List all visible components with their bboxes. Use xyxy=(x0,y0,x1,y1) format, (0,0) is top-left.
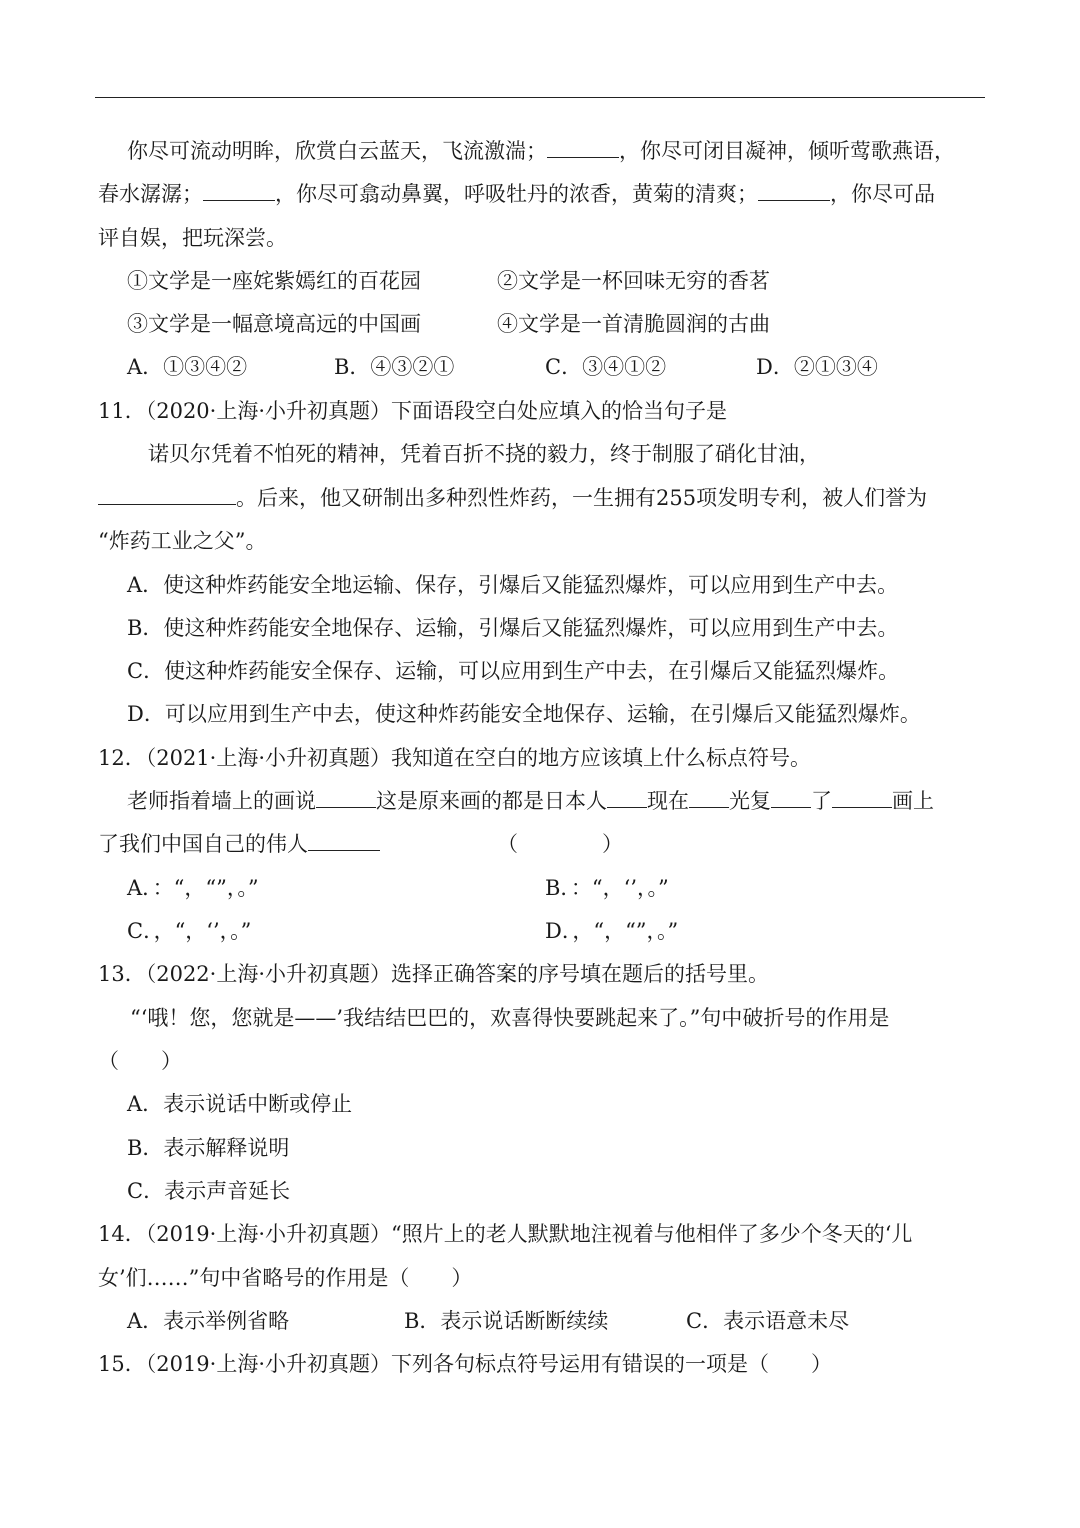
q10-paragraph-line-3: 评自娱，把玩深尝。 xyxy=(98,226,287,250)
q13-stem: 13．（2022·上海·小升初真题）选择正确答案的序号填在题后的括号里。 xyxy=(98,962,770,986)
q10-item-1: ①文学是一座姹紫嫣红的百花园 xyxy=(127,269,421,293)
q10-paragraph-line-2: 春水潺潺； ，你尽可翕动鼻翼，呼吸牡丹的浓香，黄菊的清爽； ，你尽可品 xyxy=(98,182,935,206)
q12-stem: 12．（2021·上海·小升初真题）我知道在空白的地方应该填上什么标点符号。 xyxy=(98,746,812,770)
q12-sentence-line-2: 了我们中国自己的伟人 xyxy=(98,830,380,858)
q14-stem-line-2: 女’们……”句中省略号的作用是（ ） xyxy=(98,1266,473,1290)
q11-paragraph-line-2: 。后来，他又研制出多种烈性炸药，一生拥有255项发明专利，被人们誉为 xyxy=(98,484,927,512)
q11-paragraph-line-1: 诺贝尔凭着不怕死的精神，凭着百折不挠的毅力，终于制服了硝化甘油， xyxy=(148,442,820,466)
q13-sentence-line-1: “‘哦！您，您就是——’我结结巴巴的，欢喜得快要跳起来了。”句中破折号的作用是 xyxy=(130,1006,890,1030)
q14-stem-line-1: 14．（2019·上海·小升初真题）“照片上的老人默默地注视着与他相伴了多少个冬天的‘儿 xyxy=(98,1222,913,1246)
q12-option-c[interactable]: C．，“，‘’，。” xyxy=(127,919,252,943)
fill-blank[interactable] xyxy=(689,788,729,808)
q12-option-a[interactable]: A．：“，“”，。” xyxy=(127,876,259,900)
fill-blank[interactable] xyxy=(607,788,647,808)
q11-paragraph-line-3: “炸药工业之父”。 xyxy=(98,529,267,553)
fill-blank[interactable] xyxy=(98,485,236,505)
header-rule xyxy=(95,97,985,98)
q10-item-2: ②文学是一杯回味无穷的香茗 xyxy=(497,269,770,293)
q13-option-a[interactable]: A．表示说话中断或停止 xyxy=(127,1092,353,1116)
fill-blank[interactable] xyxy=(771,788,811,808)
fill-blank[interactable] xyxy=(308,831,380,851)
q14-option-a[interactable]: A．表示举例省略 xyxy=(127,1309,290,1333)
q10-paragraph-line-1: 你尽可流动明眸，欣赏白云蓝天，飞流激湍； ，你尽可闭目凝神，倾听莺歌燕语， xyxy=(127,139,955,163)
fill-blank[interactable] xyxy=(547,138,619,158)
q11-option-c[interactable]: C．使这种炸药能安全保存、运输，可以应用到生产中去，在引爆后又能猛烈爆炸。 xyxy=(127,659,900,683)
fill-blank[interactable] xyxy=(758,181,830,201)
q10-option-a[interactable]: A．①③④② xyxy=(127,355,248,379)
q13-answer-paren[interactable]: （ ） xyxy=(98,1049,182,1073)
q13-option-b[interactable]: B．表示解释说明 xyxy=(127,1136,290,1160)
q10-item-4: ④文学是一首清脆圆润的古曲 xyxy=(497,312,770,336)
q11-stem: 11．（2020·上海·小升初真题）下面语段空白处应填入的恰当句子是 xyxy=(98,399,728,423)
q12-sentence-line-1: 老师指着墙上的画说 这是原来画的都是日本人 现在 光复 了 画上 xyxy=(127,789,934,813)
q11-option-d[interactable]: D．可以应用到生产中去，使这种炸药能安全地保存、运输，在引爆后又能猛烈爆炸。 xyxy=(127,702,921,726)
q14-option-b[interactable]: B．表示说话断断续续 xyxy=(404,1309,609,1333)
q12-option-d[interactable]: D．，“，“”，。” xyxy=(545,919,679,943)
q10-option-d[interactable]: D．②①③④ xyxy=(756,355,878,379)
q12-option-b[interactable]: B．：“，‘’，。” xyxy=(545,876,669,900)
fill-blank[interactable] xyxy=(203,181,275,201)
q14-option-c[interactable]: C．表示语意未尽 xyxy=(686,1309,850,1333)
fill-blank[interactable] xyxy=(832,788,892,808)
q10-option-b[interactable]: B．④③②① xyxy=(334,355,455,379)
q10-option-c[interactable]: C．③④①② xyxy=(545,355,667,379)
q15-stem: 15．（2019·上海·小升初真题）下列各句标点符号运用有错误的一项是（ ） xyxy=(98,1352,833,1376)
q10-item-3: ③文学是一幅意境高远的中国画 xyxy=(127,312,421,336)
q11-option-a[interactable]: A．使这种炸药能安全地运输、保存，引爆后又能猛烈爆炸，可以应用到生产中去。 xyxy=(127,573,899,597)
q11-option-b[interactable]: B．使这种炸药能安全地保存、运输，引爆后又能猛烈爆炸，可以应用到生产中去。 xyxy=(127,616,899,640)
q13-option-c[interactable]: C．表示声音延长 xyxy=(127,1179,291,1203)
q12-answer-paren[interactable]: （ ） xyxy=(497,832,623,856)
fill-blank[interactable] xyxy=(316,788,376,808)
